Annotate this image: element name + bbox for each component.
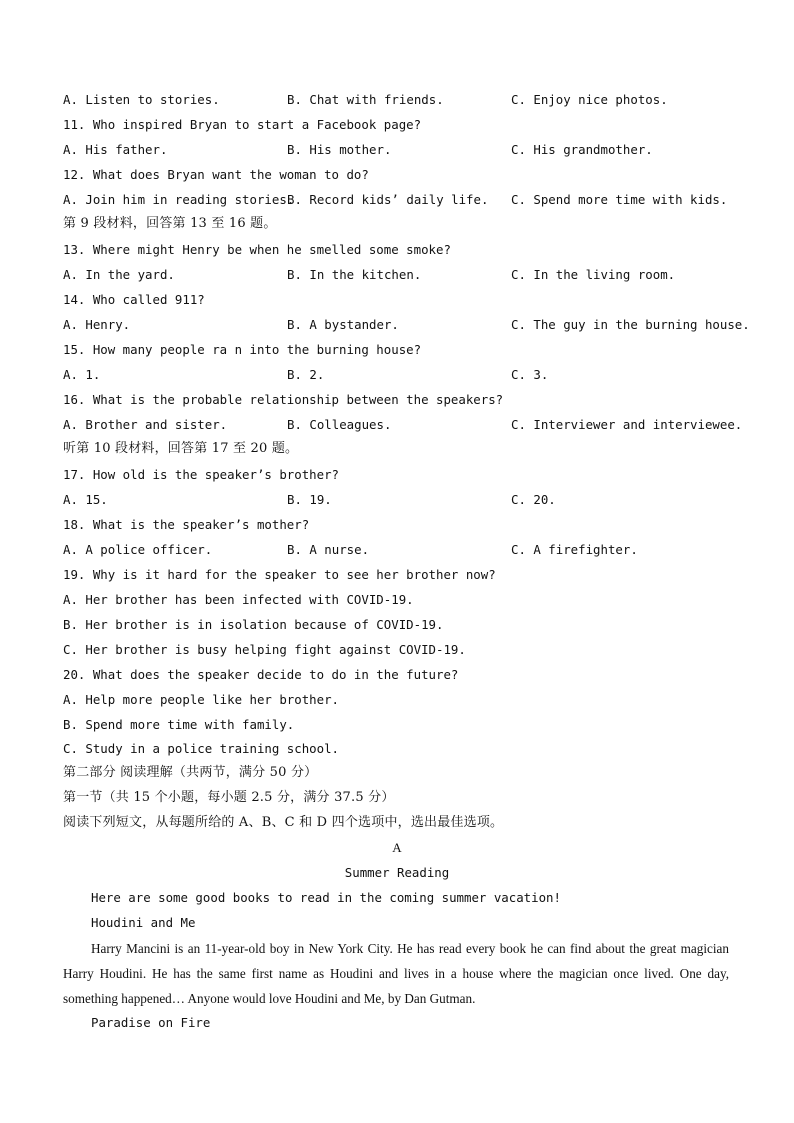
passage-title: Summer Reading [344, 865, 450, 880]
q20-option-b: B. Spend more time with family. [63, 717, 295, 732]
option-c: C. Interviewer and interviewee. [511, 417, 743, 432]
option-a: A. Join him in reading stories. [63, 192, 295, 207]
q15-options [63, 365, 743, 385]
section-10-heading: 听第 10 段材料，回答第 17 至 20 题。 [63, 441, 299, 456]
section-one-title: 第一节（共 15 个小题，每小题 2.5 分，满分 37.5 分） [63, 790, 395, 805]
question-19: 19. Why is it hard for the speaker to see her brother now? [63, 567, 496, 582]
q20-option-a: A. Help more people like her brother. [63, 692, 340, 707]
q14-options [63, 315, 750, 335]
option-b: B. Colleagues. [287, 417, 392, 432]
question-18: 18. What is the speaker’s mother? [63, 517, 310, 532]
reading-instruction: 阅读下列短文，从每题所给的 A、B、C 和 D 四个选项中，选出最佳选项。 [63, 815, 504, 830]
book-1-description: Harry Mancini is an 11-year-old boy in New York City. He has read every book he can find about the great magician Harry Houdini. He has the same first name as Houdini and lives in a house where the magician once lived. One day, something happened… Anyone would love Houdini and Me, by Dan Gutman. [63, 941, 729, 1006]
question-14: 14. Who called 911? [63, 292, 205, 307]
option-b: B. Chat with friends. [287, 92, 444, 107]
option-b: B. His mother. [287, 142, 392, 157]
option-b: B. A bystander. [287, 317, 399, 332]
section-9-heading: 第 9 段材料，回答第 13 至 16 题。 [63, 216, 277, 231]
option-a: A. His father. [63, 142, 168, 157]
question-11: 11. Who inspired Bryan to start a Facebook page? [63, 117, 422, 132]
q12-options [63, 190, 743, 210]
q20-option-c: C. Study in a police training school. [63, 741, 340, 756]
option-b: B. 2. [287, 367, 325, 382]
q18-options [63, 540, 743, 560]
question-13: 13. Where might Henry be when he smelled some smoke? [63, 242, 451, 257]
option-a: A. Listen to stories. [63, 92, 220, 107]
option-a: A. Henry. [63, 317, 131, 332]
option-c: C. Spend more time with kids. [511, 192, 728, 207]
option-b: B. In the kitchen. [287, 267, 422, 282]
q19-option-c: C. Her brother is busy helping fight against COVID-19. [63, 642, 466, 657]
passage-intro: Here are some good books to read in the coming summer vacation! [91, 890, 561, 905]
q13-options [63, 265, 743, 285]
option-a: A. 15. [63, 492, 108, 507]
option-c: C. His grandmother. [511, 142, 653, 157]
option-a: A. Brother and sister. [63, 417, 228, 432]
question-20: 20. What does the speaker decide to do in the future? [63, 667, 459, 682]
option-a: A. A police officer. [63, 542, 213, 557]
q11-options [63, 140, 743, 160]
option-c: C. Enjoy nice photos. [511, 92, 668, 107]
question-15: 15. How many people ra n into the burning house? [63, 342, 422, 357]
book-1-title: Houdini and Me [91, 915, 196, 930]
question-16: 16. What is the probable relationship between the speakers? [63, 392, 504, 407]
option-a: A. In the yard. [63, 267, 175, 282]
option-b: B. A nurse. [287, 542, 370, 557]
question-17: 17. How old is the speaker’s brother? [63, 467, 340, 482]
question-12: 12. What does Bryan want the woman to do? [63, 167, 369, 182]
option-c: C. 20. [511, 492, 556, 507]
option-b: B. 19. [287, 492, 332, 507]
option-c: C. A firefighter. [511, 542, 638, 557]
q10-options [63, 90, 743, 110]
option-c: C. 3. [511, 367, 549, 382]
q16-options [63, 415, 743, 435]
option-b: B. Record kids’ daily life. [287, 192, 489, 207]
book-2-title: Paradise on Fire [91, 1015, 211, 1030]
q19-option-a: A. Her brother has been infected with COVID-19. [63, 592, 414, 607]
option-a: A. 1. [63, 367, 101, 382]
option-c: C. In the living room. [511, 267, 676, 282]
q17-options [63, 490, 743, 510]
option-c: C. The guy in the burning house. [511, 317, 750, 332]
part-two-title: 第二部分 阅读理解（共两节，满分 50 分） [63, 765, 318, 780]
passage-letter: A [392, 840, 402, 855]
q19-option-b: B. Her brother is in isolation because of COVID-19. [63, 617, 444, 632]
